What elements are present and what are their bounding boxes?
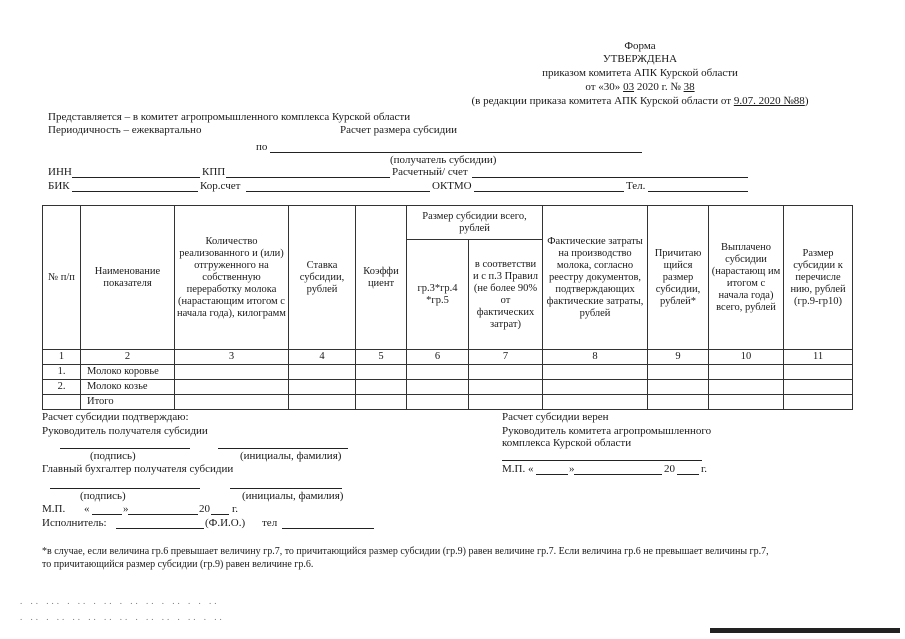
row-name: Молоко коровье — [81, 365, 175, 380]
tel-line — [648, 191, 748, 192]
row-num: 2. — [43, 380, 81, 395]
recipient-line — [270, 152, 642, 153]
sign-caption: (подпись) — [90, 450, 136, 462]
col-num-4: 4 — [289, 350, 356, 365]
sign2-line — [50, 488, 200, 489]
mp-month-line — [128, 514, 198, 515]
h-transfer: Размер субсидии к перечисле нию, рублей (гр.9-гр10) — [784, 206, 853, 350]
h-due: Причитаю щийся размер субсидии, рублей* — [648, 206, 709, 350]
h-g6: гр.3*гр.4 *гр.5 — [407, 240, 469, 350]
sign-line — [60, 448, 190, 449]
h-paid: Выплачено субсидии (нарастающ им итогом с начала года) всего, рублей — [709, 206, 784, 350]
confirm-label: Расчет субсидии подтверждаю: — [42, 411, 189, 423]
head-label: Руководитель получателя субсидии — [42, 425, 208, 437]
table-row — [43, 395, 853, 410]
col-num-9: 9 — [648, 350, 709, 365]
col-num-3: 3 — [175, 350, 289, 365]
kpp-label: КПП — [202, 166, 226, 178]
tel-label: Тел. — [626, 180, 646, 192]
col-num-2: 2 — [81, 350, 175, 365]
mp-label: М.П. — [42, 503, 66, 515]
calc-title: Расчет размера субсидии — [340, 124, 458, 136]
po-label: по — [256, 141, 268, 153]
subsidy-table — [42, 205, 853, 410]
h-num: № п/п — [43, 206, 81, 350]
executor-tel-line — [282, 528, 374, 529]
h-g7: в соответстви и с п.3 Правил (не более 90% от фактических затрат) — [469, 240, 543, 350]
h-size: Размер субсидии всего, рублей — [407, 206, 543, 240]
account-label: Расчетный/ счет — [392, 166, 468, 178]
submitted-to: Представляется – в комитет агропромышленного комплекса Курской области — [48, 111, 411, 123]
col-num-8: 8 — [543, 350, 648, 365]
right-head-1: Руководитель комитета агропромышленного — [502, 425, 712, 437]
h-coef: Коэффи циент — [356, 206, 407, 350]
col-num-5: 5 — [356, 350, 407, 365]
col-num-1: 1 — [43, 350, 81, 365]
initials2-caption: (инициалы, фамилия) — [242, 490, 344, 502]
kpp-line — [226, 177, 390, 178]
initials-line — [218, 448, 348, 449]
corr-line — [246, 191, 430, 192]
account-line — [472, 177, 748, 178]
right-confirm: Расчет субсидии верен — [502, 411, 609, 423]
table-row — [43, 365, 853, 380]
bik-label: БИК — [48, 180, 70, 192]
mp-close: » — [123, 503, 129, 515]
approved-label: УТВЕРЖДЕНА — [602, 53, 678, 65]
scan-edge-bar — [710, 628, 900, 633]
fio-caption: (Ф.И.О.) — [205, 517, 246, 529]
executor-label: Исполнитель: — [42, 517, 107, 529]
initials-caption: (инициалы, фамилия) — [240, 450, 342, 462]
h-actual: Фактические затраты на производство молока, согласно реестру документов, подтверждающих фактические затраты, рублей — [543, 206, 648, 350]
right-year-line — [677, 474, 699, 475]
right-mp: М.П. « — [502, 463, 534, 475]
inn-line — [72, 177, 200, 178]
form-label: Форма — [624, 40, 656, 52]
right-sign-line — [502, 460, 702, 461]
scan-noise: . .. . .. .. .. .. .. . .. .. . .. . .. — [20, 612, 225, 622]
right-year: 20 — [664, 463, 675, 475]
mp-year: 20 — [199, 503, 210, 515]
inn-label: ИНН — [48, 166, 72, 178]
order-label: приказом комитета АПК Курской области — [542, 67, 738, 79]
footnote-line-2: то причитающийся размер субсидии (гр.9) равен величине гр.6. — [42, 559, 314, 570]
right-day-line — [536, 474, 568, 475]
executor-tel-label: тел — [262, 517, 278, 529]
col-num-7: 7 — [469, 350, 543, 365]
table-row — [43, 380, 853, 395]
mp-year-line — [211, 514, 229, 515]
mp-g: г. — [232, 503, 239, 515]
col-num-10: 10 — [709, 350, 784, 365]
right-month-line — [574, 474, 662, 475]
row-num: 1. — [43, 365, 81, 380]
bik-line — [72, 191, 198, 192]
right-mp-close: » — [569, 463, 575, 475]
oktmo-label: ОКТМО — [432, 180, 472, 192]
scan-noise: . .. ... . .. . .. . .. .. . .. . . .. — [20, 596, 220, 606]
h-name: Наименование показателя — [81, 206, 175, 350]
right-g: г. — [701, 463, 708, 475]
initials2-line — [230, 488, 342, 489]
row-name: Итого — [81, 395, 175, 410]
mp-day-line — [92, 514, 122, 515]
row-name: Молоко козье — [81, 380, 175, 395]
corr-label: Кор.счет — [200, 180, 241, 192]
recipient-caption: (получатель субсидии) — [390, 154, 497, 166]
chief-accountant-label: Главный бухгалтер получателя субсидии — [42, 463, 234, 475]
oktmo-line — [474, 191, 624, 192]
right-head-2: комплекса Курской области — [502, 437, 632, 449]
revision-note: (в редакции приказа комитета АПК Курской области от 9.07. 2020 №88) — [471, 95, 809, 107]
order-date: от «30» 03 2020 г. № 38 — [585, 81, 695, 93]
col-num-11: 11 — [784, 350, 853, 365]
mp-open: « — [84, 503, 90, 515]
footnote-line-1: *в случае, если величина гр.6 превышает величину гр.7, то причитающийся размер субсидии (гр.9) равен величине гр.7. Если величина гр.6 не превышает величины гр.7, — [42, 546, 769, 557]
col-num-6: 6 — [407, 350, 469, 365]
row-num — [43, 395, 81, 410]
sign2-caption: (подпись) — [80, 490, 126, 502]
periodicity: Периодичность – ежеквартально — [48, 124, 202, 136]
executor-line — [116, 528, 204, 529]
h-rate: Ставка субсидии, рублей — [289, 206, 356, 350]
h-qty: Количество реализованного и (или) отгруженного на собственную переработку молока (нарастающим итогом с начала года), килограмм — [175, 206, 289, 350]
